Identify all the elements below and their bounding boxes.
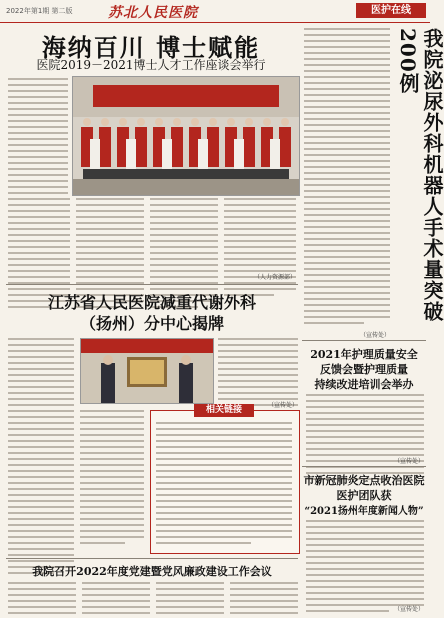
center-article-col1 — [8, 338, 74, 578]
bottom-article-col1 — [8, 582, 76, 618]
main-headline: 海纳百川 博士赋能 — [41, 33, 261, 62]
bottom-article-col3 — [156, 582, 224, 618]
nursing-headline-1: 2021年护理质量安全 — [310, 348, 418, 361]
nursing-headline-3: 持续改进培训会举办 — [314, 378, 414, 391]
bottom-article-col2 — [82, 582, 150, 618]
main-subheadline: 医院2019－2021博士人才工作座谈会举行 — [36, 58, 266, 72]
related-box-title: 相关链接 — [194, 404, 254, 417]
side-article-byline: （宣传处） — [359, 332, 390, 339]
covid-headline-2: 医护团队获 — [336, 489, 392, 502]
bottom-headline: 我院召开2022年度党建暨党风廉政建设工作会议 — [32, 565, 272, 578]
divider-right — [302, 340, 426, 341]
group-photo — [72, 76, 300, 196]
center-article-byline: （宣传处） — [267, 402, 298, 409]
covid-article-byline: （宣传处） — [393, 606, 424, 613]
main-article-byline: （人力资源部） — [253, 274, 296, 281]
covid-article-text — [306, 520, 424, 616]
nursing-article-text — [306, 394, 424, 484]
unveiling-photo — [80, 338, 214, 404]
related-box-text — [156, 422, 292, 548]
center-headline-1: 江苏省人民医院减重代谢外科 — [47, 293, 256, 312]
center-headline-2: （扬州）分中心揭牌 — [79, 314, 224, 333]
nursing-headline-2: 反馈会暨护理质量 — [320, 363, 408, 376]
divider-bottom — [6, 558, 298, 559]
nursing-article-byline: （宣传处） — [393, 458, 424, 465]
divider — [6, 284, 298, 285]
issue-info: 2022年第1期 第二版 — [6, 7, 73, 15]
bottom-article-col4 — [230, 582, 298, 618]
covid-headline-1: 市新冠肺炎定点收治医院 — [303, 474, 425, 487]
divider-right-2 — [302, 466, 426, 467]
covid-headline-3: “2021扬州年度新闻人物” — [304, 506, 424, 517]
section-tag: 医护在线 — [356, 3, 426, 18]
side-headline: 我院泌尿外科机器人手术量突破200例 — [396, 28, 444, 322]
side-article-text — [304, 28, 390, 328]
paper-name: 苏北人民医院 — [108, 5, 198, 21]
center-article-col3 — [80, 410, 144, 548]
